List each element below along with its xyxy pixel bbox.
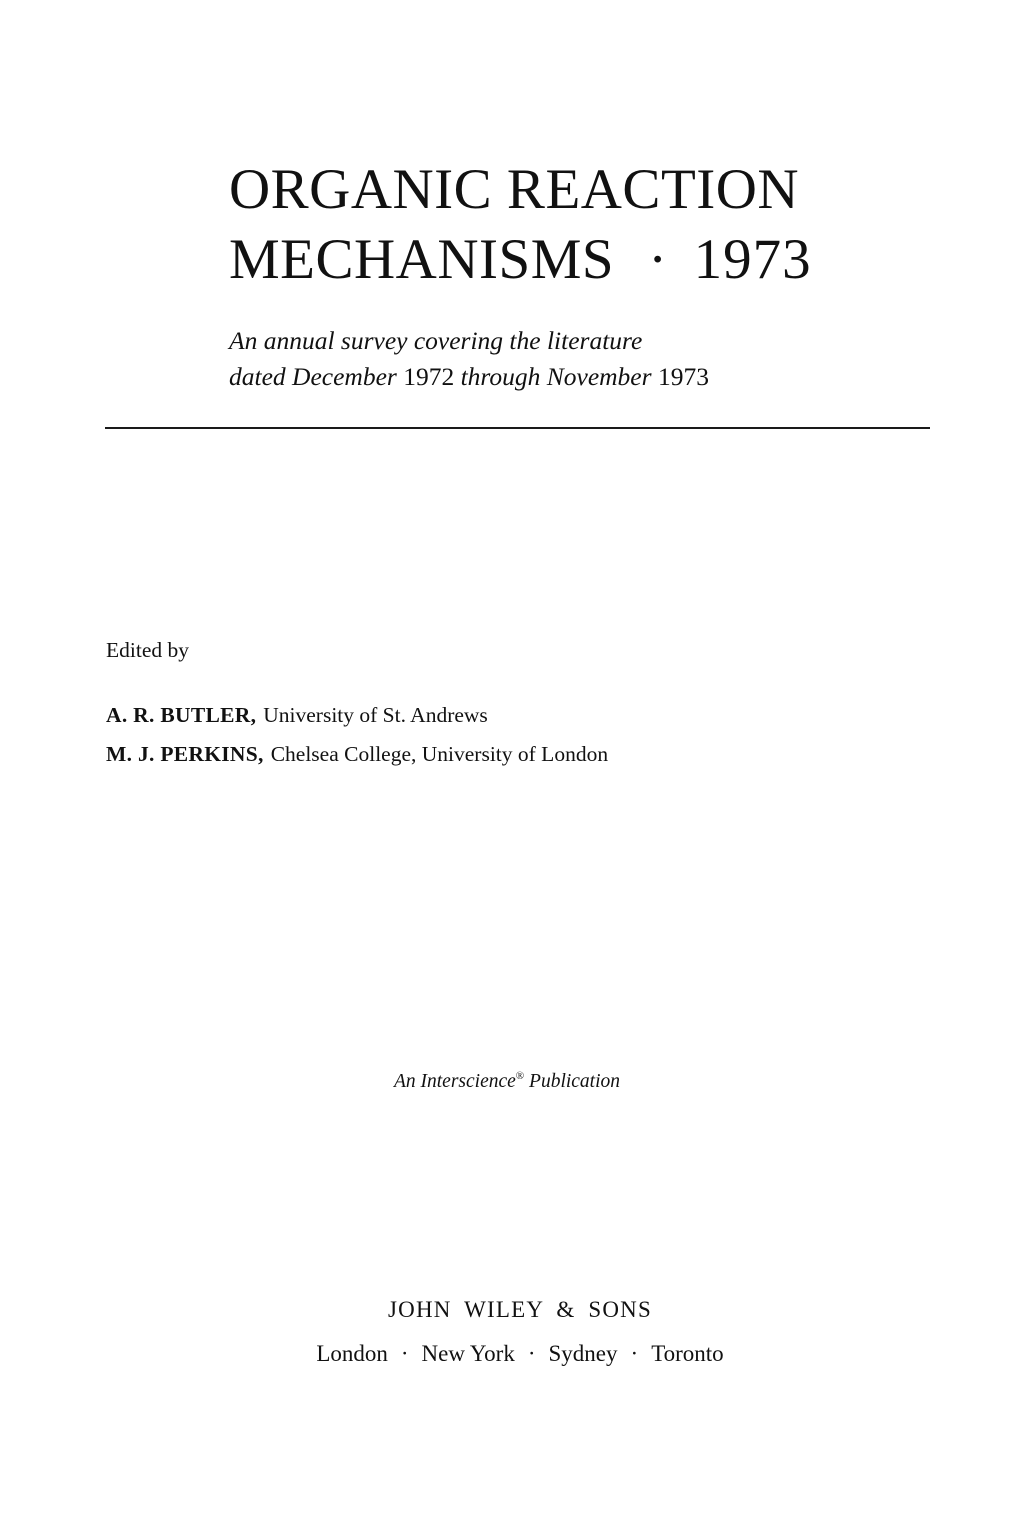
subtitle-line-1: An annual survey covering the literature [229, 326, 643, 355]
registered-trademark-icon: ® [515, 1070, 525, 1082]
city-sydney: Sydney [548, 1341, 618, 1366]
book-title-line-2 [229, 228, 812, 291]
subtitle-start-year: 1972 [403, 362, 455, 391]
subtitle-text: dated December [229, 362, 404, 391]
middle-dot-separator: · [527, 1341, 536, 1366]
city-toronto: Toronto [651, 1341, 724, 1366]
horizontal-rule-divider [105, 427, 930, 429]
subtitle-text: through November [454, 362, 658, 391]
editor-name: A. R. BUTLER, [106, 703, 257, 727]
editor-entry [106, 742, 608, 766]
imprint-text: An Interscience [393, 1071, 516, 1092]
book-title-text: MECHANISMS [229, 228, 615, 291]
middle-dot-separator: · [648, 228, 668, 291]
editor-name: M. J. PERKINS, [106, 742, 264, 766]
middle-dot-separator: · [400, 1341, 409, 1366]
book-title-line-1 [229, 158, 800, 221]
book-year: 1973 [693, 228, 812, 291]
imprint-line [0, 1064, 1024, 1094]
imprint-text: Publication [524, 1071, 621, 1092]
editor-entry [106, 703, 488, 727]
city-london: London [316, 1341, 388, 1366]
edited-by-label: Edited by [106, 638, 189, 662]
subtitle-line-2 [229, 364, 709, 390]
city-new-york: New York [421, 1341, 515, 1366]
editor-affiliation: University of St. Andrews [263, 703, 488, 727]
book-title-text: ORGANIC REACTION [229, 158, 800, 221]
editor-affiliation: Chelsea College, University of London [270, 742, 609, 766]
middle-dot-separator: · [630, 1341, 639, 1366]
publisher-name: JOHN WILEY & SONS [388, 1297, 652, 1322]
subtitle-end-year: 1973 [657, 362, 709, 391]
publisher-cities [0, 1341, 1024, 1367]
